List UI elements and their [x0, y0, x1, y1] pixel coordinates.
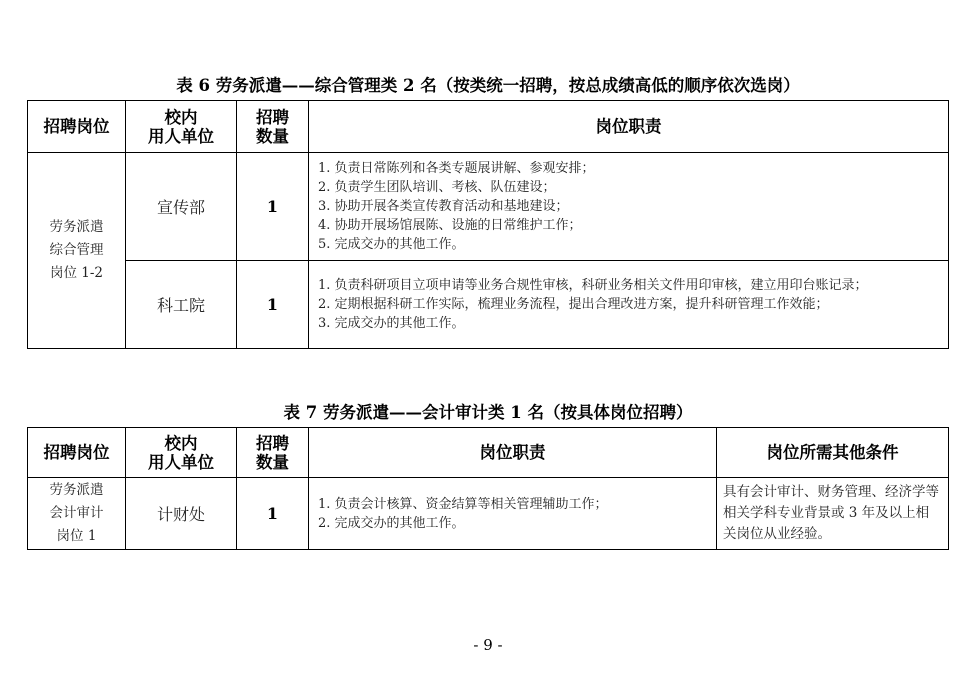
header-position: 招聘岗位 — [28, 101, 126, 153]
duty-item: 5. 完成交办的其他工作。 — [318, 237, 465, 252]
duty-item: 1. 负责会计核算、资金结算等相关管理辅助工作； — [318, 496, 608, 512]
header-unit — [126, 101, 237, 153]
header-position: 招聘岗位 — [28, 428, 126, 478]
header-count-line2: 数量 — [256, 452, 289, 472]
header-count-line2: 数量 — [256, 126, 289, 146]
unit-cell: 科工院 — [126, 261, 237, 349]
table7-header-row — [28, 428, 949, 478]
position-line: 会计审计 — [49, 505, 104, 521]
position-line: 岗位 1 — [56, 528, 97, 544]
header-duties: 岗位职责 — [309, 101, 949, 153]
header-requirements: 岗位所需其他条件 — [717, 428, 949, 478]
duty-item: 1. 负责科研项目立项申请等业务合规性审核，科研业务相关文件用印审核，建立用印台账记录； — [318, 278, 868, 293]
duties-cell — [309, 478, 717, 550]
header-count-line1: 招聘 — [256, 433, 289, 453]
position-cell — [28, 478, 126, 550]
header-unit-line1: 校内 — [164, 433, 198, 453]
unit-cell: 宣传部 — [126, 153, 237, 261]
header-unit — [126, 428, 237, 478]
page-number: - 9 - — [473, 636, 503, 654]
header-duties: 岗位职责 — [309, 428, 717, 478]
header-unit-line2: 用人单位 — [148, 452, 214, 472]
duty-item: 1. 负责日常陈列和各类专题展讲解、参观安排； — [318, 161, 595, 176]
header-count — [237, 428, 309, 478]
table-row — [28, 261, 949, 349]
requirements-cell: 具有会计审计、财务管理、经济学等相关学科专业背景或 3 年及以上相关岗位从业经验。 — [717, 478, 949, 550]
position-line: 劳务派遣 — [49, 219, 104, 235]
unit-cell: 计财处 — [126, 478, 237, 550]
position-line: 劳务派遣 — [49, 482, 104, 498]
table6-caption: 表 6 劳务派遣——综合管理类 2 名（按类统一招聘，按总成绩高低的顺序依次选岗） — [176, 76, 800, 95]
duty-item: 3. 完成交办的其他工作。 — [318, 316, 465, 331]
table7 — [27, 427, 949, 550]
duty-item: 3. 协助开展各类宣传教育活动和基地建设； — [318, 199, 569, 214]
count-cell: 1 — [237, 478, 309, 550]
header-unit-line2: 用人单位 — [148, 126, 214, 146]
count-cell: 1 — [237, 153, 309, 261]
header-count — [237, 101, 309, 153]
header-count-line1: 招聘 — [256, 107, 289, 127]
duty-item: 2. 定期根据科研工作实际，梳理业务流程，提出合理改进方案，提升科研管理工作效能； — [318, 297, 829, 312]
duty-item: 2. 完成交办的其他工作。 — [318, 515, 465, 531]
position-cell — [28, 153, 126, 349]
duties-cell — [309, 261, 949, 349]
header-unit-line1: 校内 — [164, 107, 198, 127]
duty-item: 4. 协助开展场馆展陈、设施的日常维护工作； — [318, 218, 582, 233]
position-line: 岗位 1-2 — [49, 265, 104, 281]
duty-item: 2. 负责学生团队培训、考核、队伍建设； — [318, 180, 556, 195]
table-row — [28, 153, 949, 261]
duties-cell — [309, 153, 949, 261]
position-line: 综合管理 — [49, 242, 104, 258]
table-row — [28, 478, 949, 550]
table6 — [27, 100, 949, 349]
count-cell: 1 — [237, 261, 309, 349]
table6-header-row — [28, 101, 949, 153]
table7-caption: 表 7 劳务派遣——会计审计类 1 名（按具体岗位招聘） — [283, 403, 693, 422]
